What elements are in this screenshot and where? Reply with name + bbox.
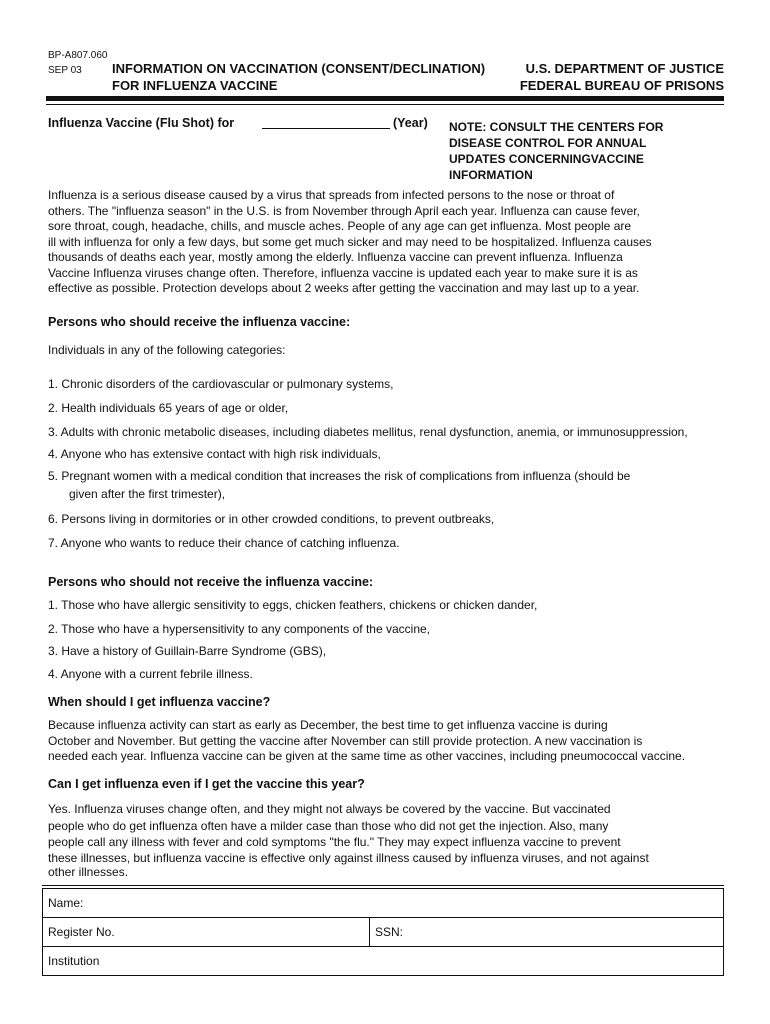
name-field[interactable] [43,889,724,918]
list-item: 1. Chronic disorders of the cardiovascular or pulmonary systems, [48,377,394,391]
when-line: Because influenza activity can start as early as December, the best time to get influenza vaccine is during [48,718,608,732]
register-label: Register No. [48,925,115,939]
form-code: BP-A807.060 [48,50,108,61]
list-item: 6. Persons living in dormitories or in other crowded conditions, to prevent outbreaks, [48,512,495,526]
can-i-line: these illnesses, but influenza vaccine is effective only against illness caused by influenza viruses, and not against [48,850,649,865]
name-label: Name: [48,896,84,910]
intro-line: thousands of deaths each year, mostly among the elderly. Influenza vaccine can prevent influenza. Influenza [48,250,623,264]
can-i-line: other illnesses. [48,864,129,879]
intro-paragraph [48,188,720,297]
note-line: INFORMATION [449,168,533,182]
can-i-heading: Can I get influenza even if I get the vaccine this year? [48,777,365,791]
note-line: DISEASE CONTROL FOR ANNUAL [449,136,647,150]
agency-line-2: FEDERAL BUREAU OF PRISONS [519,78,724,93]
list-item: 4. Anyone with a current febrile illness. [48,667,253,681]
intro-line: sore throat, cough, headache, chills, and muscle aches. People of any age can get influenza. Most people are [48,219,632,233]
id-box-top-rule [42,885,724,886]
agency-line-1: U.S. DEPARTMENT OF JUSTICE [525,61,724,76]
intro-line: others. The "influenza season" in the U.S. is from November through April each year. Influenza can cause fever, [48,203,640,218]
can-i-line: Yes. Influenza viruses change often, and they might not always be covered by the vaccine. But vaccinated [48,802,611,816]
should-not-receive-heading: Persons who should not receive the influenza vaccine: [48,575,374,589]
intro-line: ill with influenza for only a few days, but some get much sicker and may need to be hospitalized. Influenza causes [48,234,652,249]
intro-line: effective as possible. Protection develops about 2 weeks after getting the vaccination and may last up to a year. [48,281,640,295]
inmate-id-box [42,888,724,976]
title-line-2: FOR INFLUENZA VACCINE [112,78,278,93]
header-rule-thick [46,96,724,101]
institution-label: Institution [48,954,100,968]
when-line: needed each year. Influenza vaccine can be given at the same time as other vaccines, including pneumococcal vaccine. [48,749,686,763]
list-item: 1. Those who have allergic sensitivity to eggs, chicken feathers, chickens or chicken dander, [48,598,538,612]
cdc-note [449,119,709,183]
list-item: 4. Anyone who has extensive contact with high risk individuals, [48,447,381,461]
year-blank-field[interactable] [262,128,390,129]
header-rule-thin [46,104,724,105]
list-item-line: 5. Pregnant women with a medical condition that increases the risk of complications from influenza (should be [48,469,631,483]
note-line: UPDATES CONCERNINGVACCINE [449,152,644,166]
title-line-1: INFORMATION ON VACCINATION (CONSENT/DECLINATION) [112,61,486,76]
should-receive-subheading: Individuals in any of the following categories: [48,343,286,357]
list-item: 3. Adults with chronic metabolic diseases, including diabetes mellitus, renal dysfunction, anemia, or immunosuppression, [48,425,688,439]
institution-field[interactable] [43,947,724,976]
list-item-continuation: given after the first trimester), [69,487,226,501]
can-i-line: people who do get influenza often have a milder case than those who did not get the injection. Also, many [48,818,609,833]
year-label: (Year) [393,116,428,130]
form-date: SEP 03 [48,65,82,76]
list-item [48,467,708,503]
ssn-label: SSN: [375,925,404,939]
page-title [112,60,485,94]
list-item: 3. Have a history of Guillain-Barre Syndrome (GBS), [48,644,327,658]
when-paragraph [48,718,720,765]
when-heading: When should I get influenza vaccine? [48,695,271,709]
list-item: 2. Health individuals 65 years of age or older, [48,401,289,415]
list-item: 7. Anyone who wants to reduce their chance of catching influenza. [48,536,400,550]
agency-name [520,60,724,94]
vaccine-for-label: Influenza Vaccine (Flu Shot) for [48,116,235,130]
intro-line: Influenza is a serious disease caused by a virus that spreads from infected persons to the nose or throat of [48,188,615,202]
when-line: October and November. But getting the vaccine after November can still provide protection. A new vaccination is [48,733,643,748]
note-line: NOTE: CONSULT THE CENTERS FOR [449,120,664,134]
ssn-field[interactable] [370,918,724,947]
can-i-line: people call any illness with fever and cold symptoms "the flu." They may expect influenza vaccine to prevent [48,835,621,849]
register-number-field[interactable] [43,918,370,947]
intro-line: Vaccine Influenza viruses change often. Therefore, influenza vaccine is updated each year to make sure it is as [48,265,638,280]
should-receive-heading: Persons who should receive the influenza vaccine: [48,315,351,329]
can-i-paragraph [48,801,720,879]
list-item: 2. Those who have a hypersensitivity to any components of the vaccine, [48,622,430,636]
